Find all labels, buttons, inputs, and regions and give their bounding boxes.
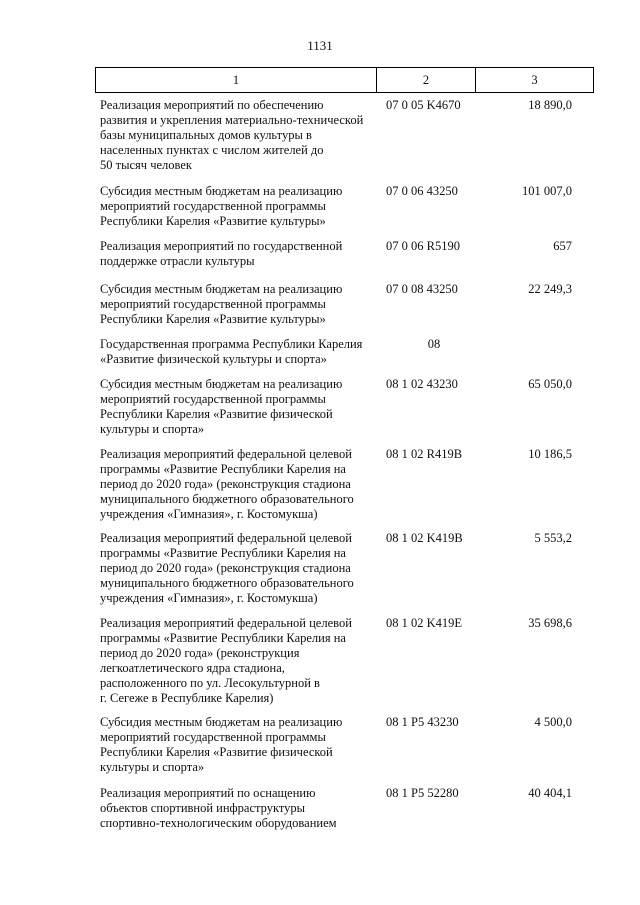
row-code: 08 [427, 337, 441, 351]
row-amount: 10 186,5 [528, 447, 572, 461]
row-code: 08 1 02 K419E [386, 616, 463, 630]
row-amount: 18 890,0 [528, 98, 572, 112]
row-description: Реализация мероприятий по государственной поддержке отрасли культуры [100, 239, 343, 268]
row-amount: 4 500,0 [534, 715, 572, 729]
row-description: Субсидия местным бюджетам на реализацию мероприятий государственной программы Республики Карелия «Развитие культуры» [100, 184, 343, 228]
row-description: Реализация мероприятий по обеспечению развития и укрепления материально-технической базы муниципальных домов культуры в населенных пунктах с числом жителей до 50 тысяч человек [100, 98, 364, 172]
row-amount: 22 249,3 [528, 282, 572, 296]
header-col-2: 2 [377, 68, 476, 92]
row-amount: 40 404,1 [528, 786, 572, 800]
header-col-3: 3 [531, 72, 538, 87]
row-amount: 657 [553, 239, 572, 253]
row-code: 07 0 08 43250 [386, 282, 458, 296]
row-code: 08 1 02 R419B [386, 447, 463, 461]
row-code: 08 1 02 43230 [386, 377, 458, 391]
row-code: 07 0 06 R5190 [386, 239, 460, 253]
row-description: Реализация мероприятий по оснащению объектов спортивной инфраструктуры спортивно-технологическим оборудованием [100, 786, 337, 830]
row-code: 08 1 02 K419B [386, 531, 463, 545]
page-number: 1131 [307, 38, 333, 53]
row-description: Субсидия местным бюджетам на реализацию мероприятий государственной программы Республики Карелия «Развитие физической культуры и спорта» [100, 377, 343, 436]
row-code: 08 1 P5 43230 [386, 715, 459, 729]
table-header [95, 67, 594, 93]
row-description: Реализация мероприятий федеральной целевой программы «Развитие Республики Карелия на период до 2020 года» (реконструкция стадиона муниципального бюджетного образовательного учреждения «Гимназия», г. Костомукша) [100, 531, 354, 605]
row-description: Субсидия местным бюджетам на реализацию мероприятий государственной программы Республики Карелия «Развитие культуры» [100, 282, 343, 326]
row-amount: 35 698,6 [528, 616, 572, 630]
row-amount: 5 553,2 [534, 531, 572, 545]
row-amount: 65 050,0 [528, 377, 572, 391]
row-amount: 101 007,0 [522, 184, 572, 198]
row-code: 08 1 P5 52280 [386, 786, 459, 800]
row-description: Государственная программа Республики Карелия «Развитие физической культуры и спорта» [100, 337, 363, 366]
row-description: Реализация мероприятий федеральной целевой программы «Развитие Республики Карелия на период до 2020 года» (реконструкция стадиона муниципального бюджетного образовательного учреждения «Гимназия», г. Костомукша) [100, 447, 354, 521]
row-code: 07 0 05 K4670 [386, 98, 461, 112]
header-col-1: 1 [96, 68, 377, 92]
row-description: Субсидия местным бюджетам на реализацию мероприятий государственной программы Республики Карелия «Развитие физической культуры и спорта» [100, 715, 343, 774]
row-description: Реализация мероприятий федеральной целевой программы «Развитие Республики Карелия на период до 2020 года» (реконструкция легкоатлетического ядра стадиона, расположенного по ул. Лесокультурной в г. Сегеже в Республике Карелия) [100, 616, 352, 705]
row-code: 07 0 06 43250 [386, 184, 458, 198]
